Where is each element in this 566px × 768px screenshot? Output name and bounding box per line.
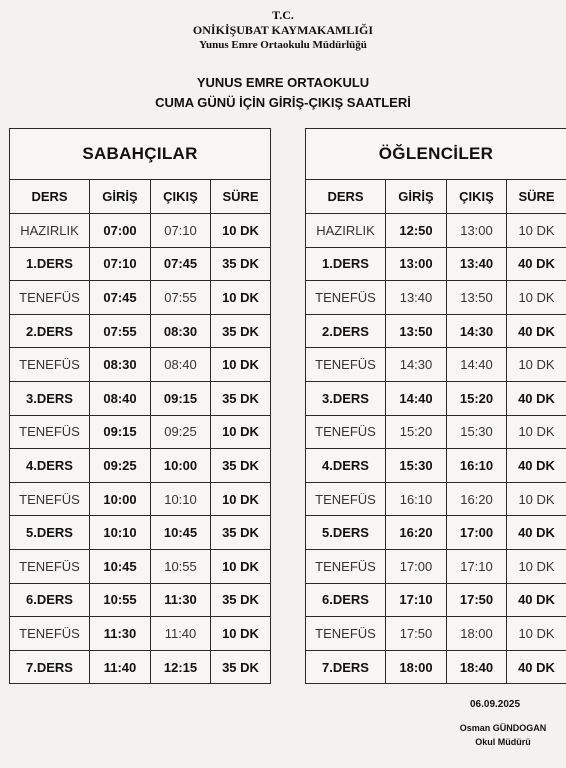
cell-giris: 16:10 (386, 482, 447, 516)
cell-cikis: 07:10 (151, 214, 211, 248)
table-row (306, 415, 566, 449)
table-row (10, 314, 271, 348)
cell-sure: 35 DK (211, 449, 271, 483)
schedule-title: CUMA GÜNÜ İÇİN GİRİŞ-ÇIKIŞ SAATLERİ (155, 95, 411, 110)
cell-ders: TENEFÜS (10, 281, 90, 315)
table-row (10, 348, 271, 382)
header-tc: T.C. (272, 8, 294, 22)
cell-giris: 13:00 (386, 247, 447, 281)
table-row (10, 516, 271, 550)
cell-ders: TENEFÜS (306, 482, 386, 516)
cell-sure: 40 DK (507, 583, 566, 617)
cell-giris: 07:00 (90, 214, 151, 248)
cell-sure: 10 DK (507, 617, 566, 651)
cell-giris: 09:25 (90, 449, 151, 483)
cell-sure: 40 DK (507, 449, 566, 483)
cell-ders: TENEFÜS (306, 617, 386, 651)
cell-sure: 40 DK (507, 247, 566, 281)
col-sure: SÜRE (211, 180, 271, 214)
cell-sure: 35 DK (211, 314, 271, 348)
cell-giris: 09:15 (90, 415, 151, 449)
cell-sure: 10 DK (211, 281, 271, 315)
cell-giris: 08:40 (90, 381, 151, 415)
table-row (306, 348, 566, 382)
cell-sure: 35 DK (211, 381, 271, 415)
cell-cikis: 09:25 (151, 415, 211, 449)
document-date: 06.09.2025 (470, 699, 521, 710)
table-row (10, 650, 271, 684)
cell-sure: 10 DK (211, 415, 271, 449)
cell-sure: 10 DK (507, 549, 566, 583)
table-row (10, 482, 271, 516)
cell-cikis: 16:10 (447, 449, 507, 483)
cell-cikis: 14:30 (447, 314, 507, 348)
cell-sure: 10 DK (507, 214, 566, 248)
cell-cikis: 13:50 (447, 281, 507, 315)
table-row (10, 583, 271, 617)
table-row (10, 381, 271, 415)
table-row (306, 549, 566, 583)
col-giris: GİRİŞ (90, 180, 151, 214)
cell-giris: 11:40 (90, 650, 151, 684)
col-sure: SÜRE (507, 180, 566, 214)
cell-cikis: 10:00 (151, 449, 211, 483)
cell-cikis: 16:20 (447, 482, 507, 516)
col-ders: DERS (306, 180, 386, 214)
cell-sure: 10 DK (507, 348, 566, 382)
cell-giris: 12:50 (386, 214, 447, 248)
table-row (306, 214, 566, 248)
table-row (306, 583, 566, 617)
cell-sure: 35 DK (211, 247, 271, 281)
cell-cikis: 11:30 (151, 583, 211, 617)
cell-ders: 2.DERS (10, 314, 90, 348)
cell-giris: 10:45 (90, 549, 151, 583)
cell-cikis: 18:40 (447, 650, 507, 684)
cell-giris: 08:30 (90, 348, 151, 382)
cell-cikis: 08:30 (151, 314, 211, 348)
cell-cikis: 10:45 (151, 516, 211, 550)
cell-ders: 7.DERS (10, 650, 90, 684)
table-row (306, 650, 566, 684)
cell-cikis: 17:00 (447, 516, 507, 550)
cell-giris: 10:55 (90, 583, 151, 617)
col-giris: GİRİŞ (386, 180, 447, 214)
cell-cikis: 10:55 (151, 549, 211, 583)
cell-cikis: 18:00 (447, 617, 507, 651)
cell-ders: TENEFÜS (306, 281, 386, 315)
cell-ders: 6.DERS (10, 583, 90, 617)
signatory-role: Okul Müdürü (475, 737, 531, 747)
cell-cikis: 07:45 (151, 247, 211, 281)
cell-giris: 10:10 (90, 516, 151, 550)
cell-ders: TENEFÜS (10, 348, 90, 382)
cell-sure: 10 DK (211, 617, 271, 651)
cell-sure: 40 DK (507, 381, 566, 415)
cell-sure: 35 DK (211, 516, 271, 550)
cell-ders: 1.DERS (10, 247, 90, 281)
cell-ders: 4.DERS (306, 449, 386, 483)
cell-giris: 14:30 (386, 348, 447, 382)
cell-sure: 10 DK (507, 281, 566, 315)
cell-cikis: 13:00 (447, 214, 507, 248)
table-row (306, 482, 566, 516)
cell-cikis: 11:40 (151, 617, 211, 651)
cell-ders: TENEFÜS (10, 482, 90, 516)
cell-giris: 18:00 (386, 650, 447, 684)
cell-sure: 40 DK (507, 650, 566, 684)
table-row (10, 247, 271, 281)
cell-sure: 10 DK (211, 214, 271, 248)
cell-giris: 17:10 (386, 583, 447, 617)
cell-cikis: 13:40 (447, 247, 507, 281)
cell-ders: 1.DERS (306, 247, 386, 281)
cell-cikis: 15:30 (447, 415, 507, 449)
afternoon-schedule-table (305, 128, 566, 684)
cell-sure: 10 DK (211, 482, 271, 516)
cell-sure: 10 DK (211, 549, 271, 583)
cell-ders: TENEFÜS (306, 348, 386, 382)
cell-ders: TENEFÜS (10, 617, 90, 651)
header-mudurluk: Yunus Emre Ortaokulu Müdürlüğü (199, 39, 367, 51)
cell-ders: 5.DERS (10, 516, 90, 550)
cell-giris: 15:20 (386, 415, 447, 449)
cell-ders: TENEFÜS (306, 415, 386, 449)
cell-giris: 11:30 (90, 617, 151, 651)
table-row (306, 281, 566, 315)
table-row (306, 617, 566, 651)
cell-ders: 7.DERS (306, 650, 386, 684)
header-kaymakamlik: ONİKİŞUBAT KAYMAKAMLIĞI (192, 23, 374, 37)
cell-ders: 5.DERS (306, 516, 386, 550)
cell-giris: 17:00 (386, 549, 447, 583)
cell-sure: 10 DK (507, 482, 566, 516)
table-row (306, 247, 566, 281)
morning-title: SABAHÇILAR (10, 129, 271, 180)
cell-giris: 16:20 (386, 516, 447, 550)
col-ders: DERS (10, 180, 90, 214)
cell-cikis: 17:10 (447, 549, 507, 583)
cell-ders: 3.DERS (10, 381, 90, 415)
table-row (306, 449, 566, 483)
cell-giris: 15:30 (386, 449, 447, 483)
cell-cikis: 17:50 (447, 583, 507, 617)
col-cikis: ÇIKIŞ (447, 180, 507, 214)
cell-giris: 10:00 (90, 482, 151, 516)
cell-sure: 35 DK (211, 583, 271, 617)
cell-ders: TENEFÜS (306, 549, 386, 583)
cell-ders: TENEFÜS (10, 549, 90, 583)
table-row (10, 617, 271, 651)
table-row (10, 449, 271, 483)
table-row (306, 381, 566, 415)
cell-ders: 2.DERS (306, 314, 386, 348)
cell-cikis: 10:10 (151, 482, 211, 516)
table-row (10, 281, 271, 315)
cell-ders: 4.DERS (10, 449, 90, 483)
cell-giris: 13:40 (386, 281, 447, 315)
cell-ders: 3.DERS (306, 381, 386, 415)
cell-ders: 6.DERS (306, 583, 386, 617)
cell-ders: HAZIRLIK (10, 214, 90, 248)
table-row (10, 415, 271, 449)
afternoon-title: ÖĞLENCİLER (306, 129, 566, 180)
cell-giris: 07:45 (90, 281, 151, 315)
cell-sure: 10 DK (507, 415, 566, 449)
cell-sure: 40 DK (507, 314, 566, 348)
table-row (10, 549, 271, 583)
table-row (306, 314, 566, 348)
col-cikis: ÇIKIŞ (151, 180, 211, 214)
table-row (10, 214, 271, 248)
cell-sure: 40 DK (507, 516, 566, 550)
cell-giris: 14:40 (386, 381, 447, 415)
school-name: YUNUS EMRE ORTAOKULU (196, 75, 370, 90)
table-row (306, 516, 566, 550)
cell-cikis: 07:55 (151, 281, 211, 315)
cell-cikis: 12:15 (151, 650, 211, 684)
cell-sure: 35 DK (211, 650, 271, 684)
cell-giris: 13:50 (386, 314, 447, 348)
cell-giris: 07:55 (90, 314, 151, 348)
signatory-name: Osman GÜNDOGAN (459, 723, 547, 733)
cell-giris: 07:10 (90, 247, 151, 281)
cell-sure: 10 DK (211, 348, 271, 382)
cell-cikis: 08:40 (151, 348, 211, 382)
cell-ders: TENEFÜS (10, 415, 90, 449)
cell-ders: HAZIRLIK (306, 214, 386, 248)
cell-giris: 17:50 (386, 617, 447, 651)
cell-cikis: 15:20 (447, 381, 507, 415)
cell-cikis: 14:40 (447, 348, 507, 382)
cell-cikis: 09:15 (151, 381, 211, 415)
morning-schedule-table (9, 128, 271, 684)
